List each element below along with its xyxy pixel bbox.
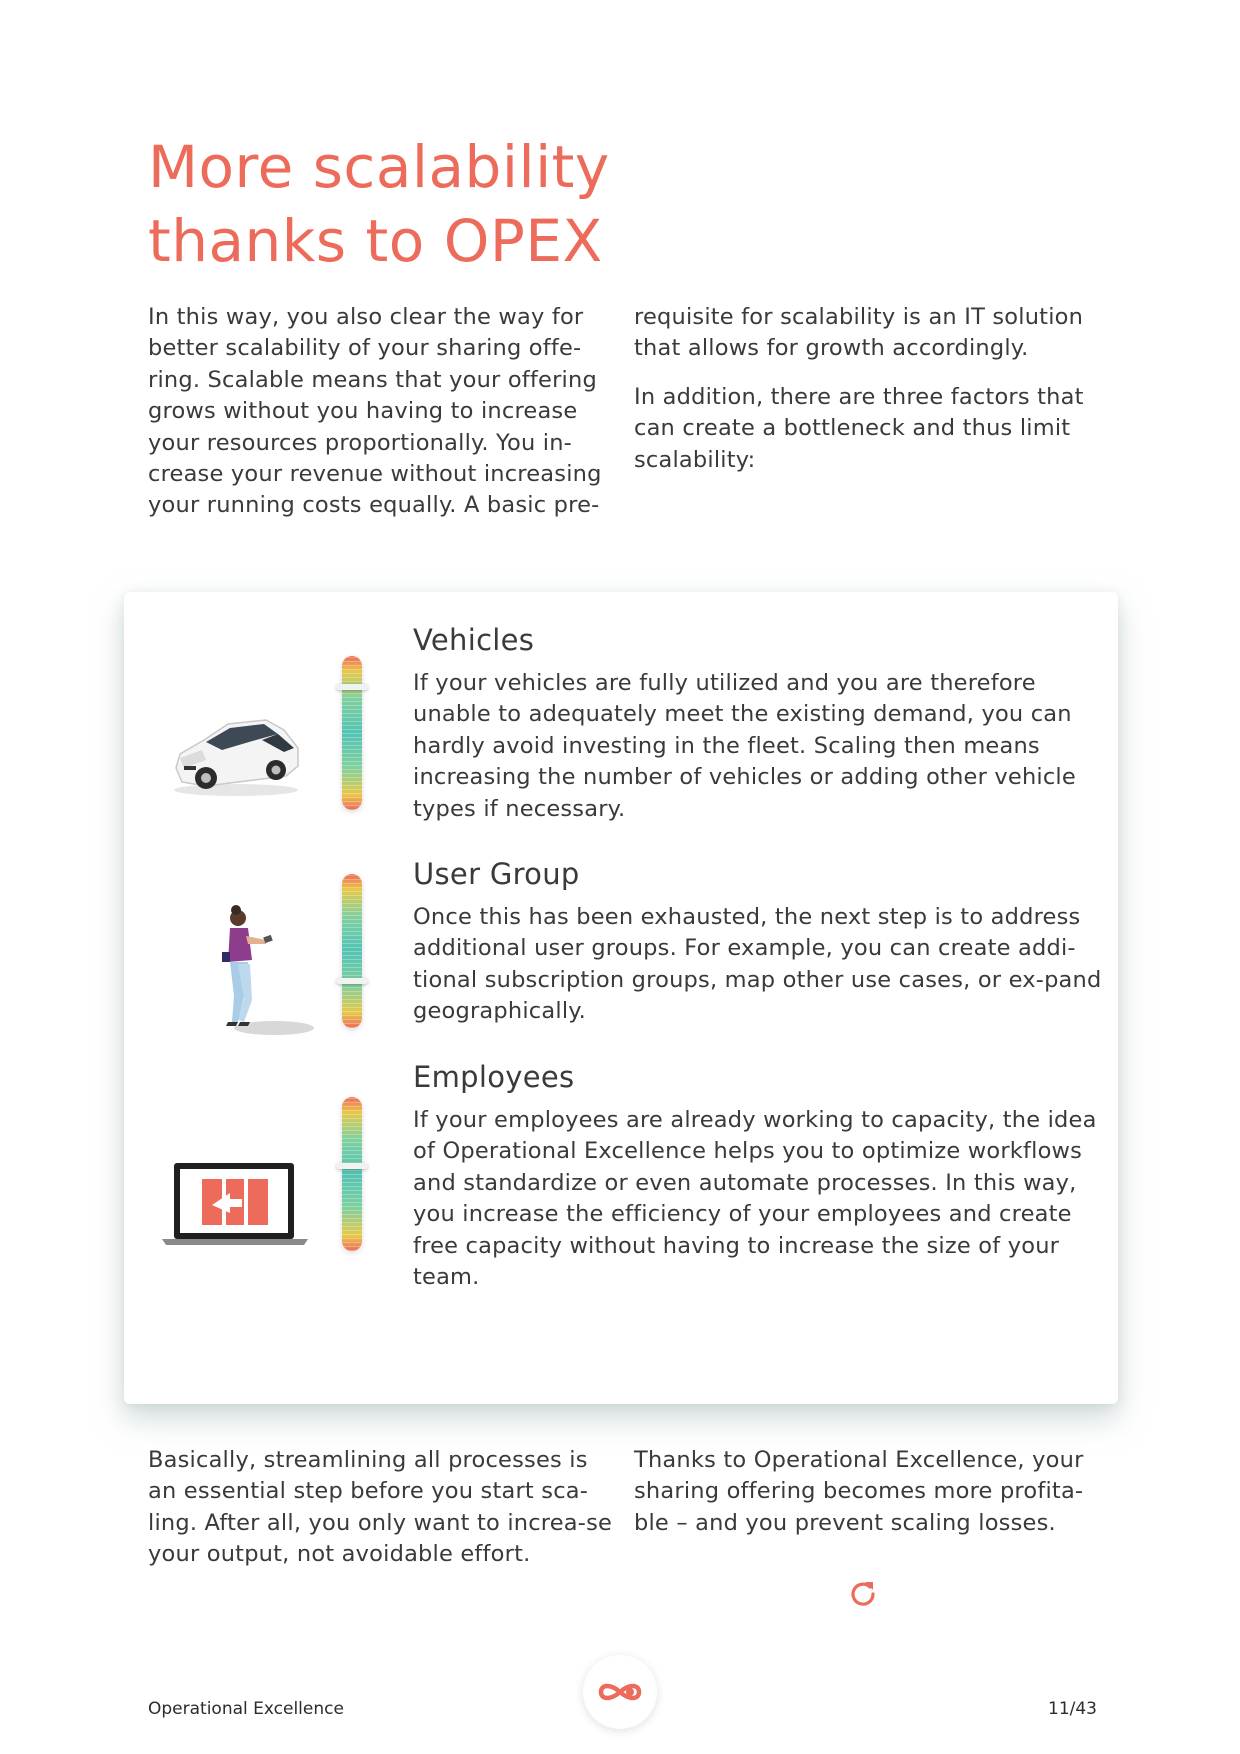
intro-right-column <box>634 302 1104 493</box>
page-title <box>148 130 848 278</box>
vehicles-capacity-gauge <box>342 656 362 810</box>
gauge-handle <box>336 978 368 984</box>
factor-text: Once this has been exhausted, the next step is to address additional user groups. For example, you can create addi-tional subscription groups, map other use cases, or ex-pand geographically. <box>413 904 1102 1025</box>
infinity-gear-logo-icon <box>583 1655 657 1729</box>
person-with-phone-icon <box>204 904 324 1039</box>
intro-paragraph: In this way, you also clear the way for better scalability of your sharing offe-ring. Scalable means that your offering grows without you having to increase your resources proportionally. You in-crease your revenue without increasing your running costs equally. A basic pre- <box>148 304 602 519</box>
gauge-handle <box>336 684 368 690</box>
outro-paragraph: Basically, streamlining all processes is an essential step before you start sca-ling. After all, you only want to increa-se your output, not avoidable effort. <box>148 1447 613 1568</box>
car-icon <box>166 710 306 800</box>
laptop-workflow-icon <box>160 1159 310 1249</box>
page-title-line-1: More scalability <box>148 133 610 201</box>
factor-text: If your employees are already working to capacity, the idea of Operational Excellence helps you to optimize workflows and standardize or even automate processes. In this way, you increase the efficiency of your employees and create free capacity without having to increase the size of your team. <box>413 1107 1097 1291</box>
employees-capacity-gauge <box>342 1097 362 1251</box>
factor-title: Vehicles <box>413 623 535 657</box>
outro-left-column <box>148 1445 618 1588</box>
factor-title: User Group <box>413 857 580 891</box>
intro-paragraph-continued: requisite for scalability is an IT solution that allows for growth accordingly. <box>634 304 1084 362</box>
gauge-handle <box>336 1163 368 1169</box>
page-number: 11/43 <box>1048 1699 1097 1719</box>
outro-conclusion: Thanks to Operational Excellence, your sharing offering becomes more profita-ble – and you prevent scaling losses. <box>634 1447 1084 1536</box>
factors-card <box>124 592 1118 1404</box>
intro-left-column <box>148 302 618 539</box>
user-group-capacity-gauge <box>342 874 362 1028</box>
logo-mark <box>583 1655 657 1729</box>
factor-title: Employees <box>413 1060 575 1094</box>
footer-document-title: Operational Excellence <box>148 1699 344 1719</box>
factor-text: If your vehicles are fully utilized and you are therefore unable to adequately meet the existing demand, you can hardly avoid investing in the fleet. Scaling then means increasing the number of vehicles or adding other vehicle types if necessary. <box>413 670 1076 822</box>
intro-factors-lead: In addition, there are three factors that can create a bottleneck and thus limit scalability: <box>634 383 1084 473</box>
outro-right-column <box>634 1445 1104 1556</box>
refresh-icon <box>848 1578 878 1608</box>
page-title-line-2: thanks to OPEX <box>148 207 603 275</box>
